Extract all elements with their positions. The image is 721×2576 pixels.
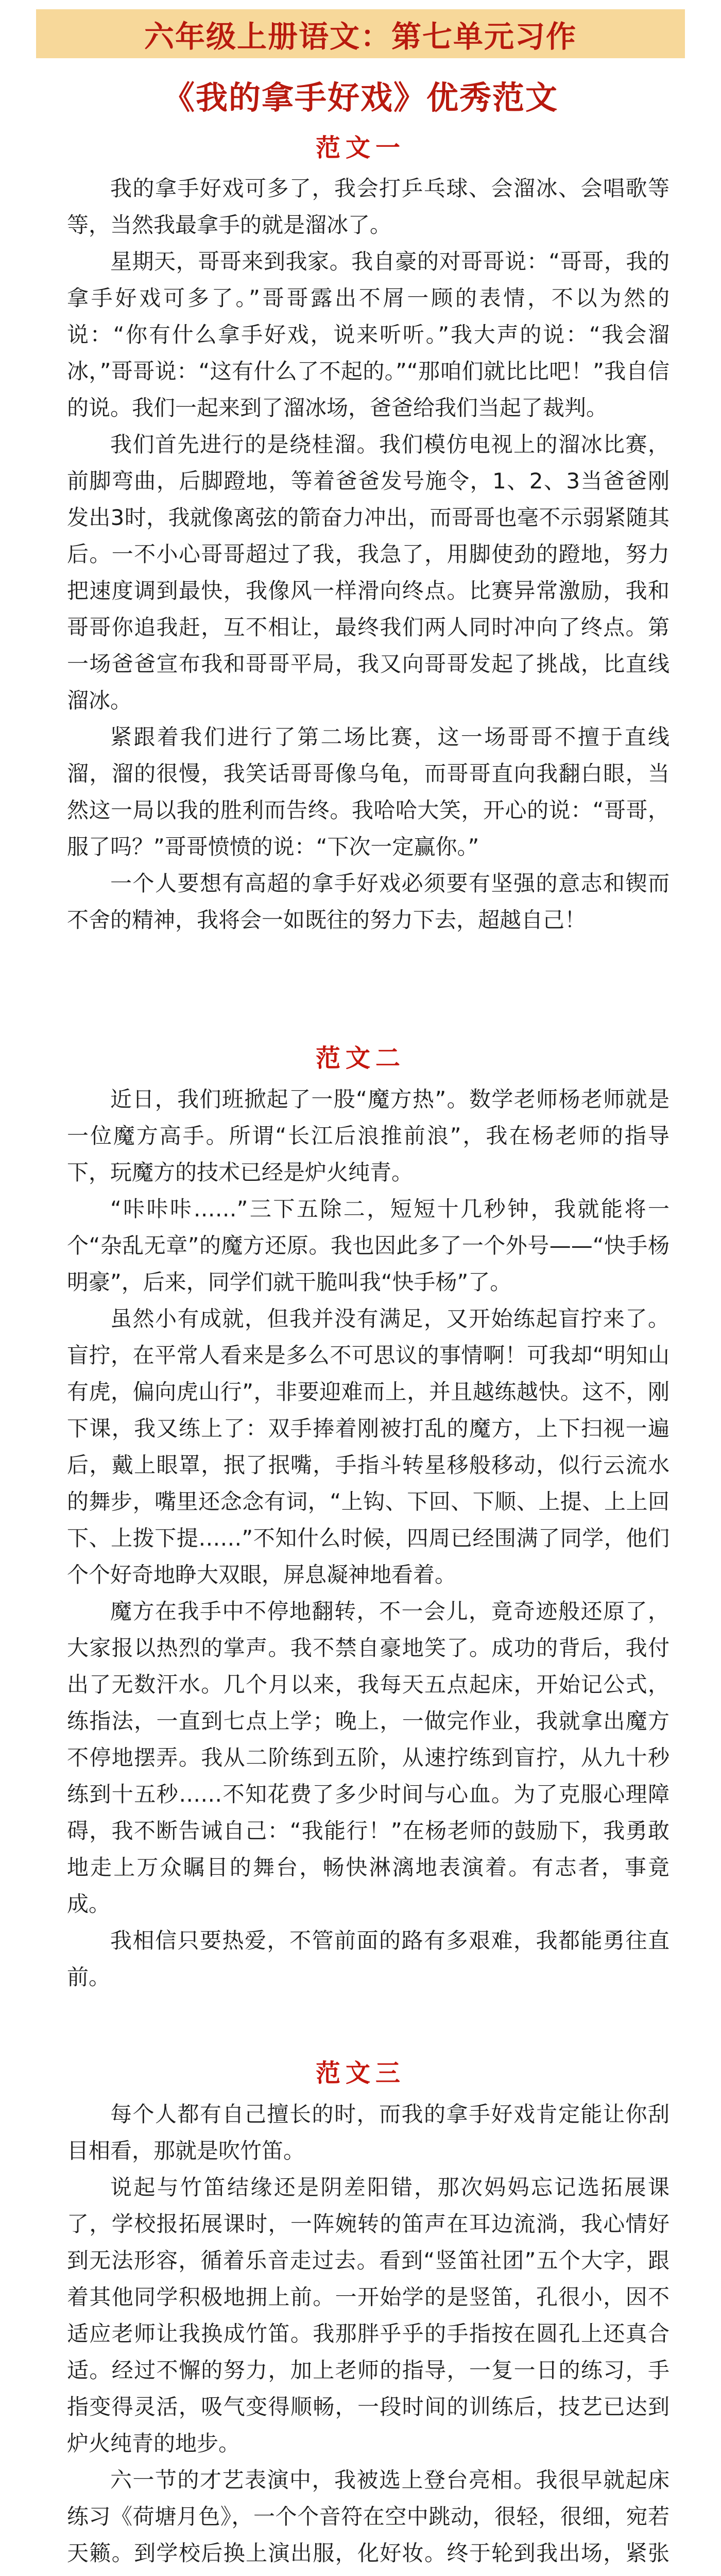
- essay-2-paragraph-5: 我相信只要热爱，不管前面的路有多艰难，我都能勇往直前。: [67, 1928, 670, 1990]
- article-subtitle: 《我的拿手好戏》优秀范文: [162, 79, 558, 116]
- essay-1-heading: 范文一: [315, 133, 405, 162]
- essay-1-paragraph-1: 我的拿手好戏可多了，我会打乒乓球、会溜冰、会唱歌等等，当然我最拿手的就是溜冰了。: [67, 176, 670, 238]
- essay-1: [67, 170, 670, 938]
- essay-2: [67, 1081, 670, 1995]
- title-banner: [36, 9, 685, 58]
- banner-title: 六年级上册语文：第七单元习作: [144, 19, 577, 54]
- essay-2-heading: 范文二: [315, 1044, 405, 1073]
- essay-2-paragraph-1: 近日，我们班掀起了一股“魔方热”。数学老师杨老师就是一位魔方高手。所谓“长江后浪推前浪”，我在杨老师的指导下，玩魔方的技术已经是炉火纯青。: [67, 1087, 670, 1185]
- essay-2-paragraph-2: “咔咔咔……”三下五除二，短短十几秒钟，我就能将一个“杂乱无章”的魔方还原。我也因此多了一个外号——“快手杨明豪”，后来，同学们就干脆叫我“快手杨”了。: [67, 1196, 670, 1295]
- essay-1-paragraph-5: 一个人要想有高超的拿手好戏必须要有坚强的意志和锲而不舍的精神，我将会一如既往的努力下去，超越自己！: [67, 871, 670, 933]
- essay-3-paragraph-2: 说起与竹笛结缘还是阴差阳错，那次妈妈忘记选拓展课了，学校报拓展课时，一阵婉转的笛声在耳边流淌，我心情好到无法形容，循着乐音走过去。看到“竖笛社团”五个大字，跟着其他同学积极地拥上前。一开始学的是竖笛，孔很小，因不适应老师让我换成竹笛。我那胖乎乎的手指按在圆孔上还真合适。经过不懈的努力，加上老师的指导，一复一日的练习，手指变得灵活，吸气变得顺畅，一段时间的训练后，技艺已达到炉火纯青的地步。: [67, 2175, 670, 2456]
- essay-3-paragraph-1: 每个人都有自己擅长的时，而我的拿手好戏肯定能让你刮目相看，那就是吹竹笛。: [67, 2102, 670, 2163]
- essay-3: [67, 2096, 670, 2576]
- essay-3-paragraph-3: 六一节的才艺表演中，我被选上登台亮相。我很早就起床练习《荷塘月色》，一个个音符在空中跳动，很轻，很细，宛若天籁。到学校后换上演出服，化好妆。终于轮到我出场，紧张: [67, 2467, 670, 2566]
- essay-2-paragraph-4: 魔方在我手中不停地翻转，不一会儿，竟奇迹般还原了，大家报以热烈的掌声。我不禁自豪地笑了。成功的背后，我付出了无数汗水。几个月以来，我每天五点起床，开始记公式，练指法，一直到七点上学；晚上，一做完作业，我就拿出魔方不停地摆弄。我从二阶练到五阶，从速拧练到盲拧，从九十秒练到十五秒……不知花费了多少时间与心血。为了克服心理障碍，我不断告诫自己：“我能行！”在杨老师的鼓励下，我勇敢地走上万众瞩目的舞台，畅快淋漓地表演着。有志者，事竟成。: [67, 1599, 670, 1917]
- essay-1-paragraph-2: 星期天，哥哥来到我家。我自豪的对哥哥说：“哥哥，我的拿手好戏可多了。”哥哥露出不屑一顾的表情，不以为然的说：“你有什么拿手好戏，说来听听。”我大声的说：“我会溜冰，”哥哥说：“这有什么了不起的。”“那咱们就比比吧！”我自信的说。我们一起来到了溜冰场，爸爸给我们当起了裁判。: [67, 249, 670, 420]
- essay-1-paragraph-4: 紧跟着我们进行了第二场比赛，这一场哥哥不擅于直线溜，溜的很慢，我笑话哥哥像乌龟，而哥哥直向我翻白眼，当然这一局以我的胜利而告终。我哈哈大笑，开心的说：“哥哥，服了吗？”哥哥愤愤的说：“下次一定赢你。”: [67, 724, 670, 859]
- essay-1-paragraph-3: 我们首先进行的是绕桂溜。我们模仿电视上的溜冰比赛，前脚弯曲，后脚蹬地，等着爸爸发号施令，1、2、3当爸爸刚发出3时，我就像离弦的箭奋力冲出，而哥哥也毫不示弱紧随其后。一不小心哥哥超过了我，我急了，用脚使劲的蹬地，努力把速度调到最快，我像风一样滑向终点。比赛异常激励，我和哥哥你追我赶，互不相让，最终我们两人同时冲向了终点。第一场爸爸宣布我和哥哥平局，我又向哥哥发起了挑战，比直线溜冰。: [67, 432, 670, 713]
- essay-3-heading: 范文三: [315, 2059, 405, 2088]
- essay-2-paragraph-3: 虽然小有成就，但我并没有满足，又开始练起盲拧来了。盲拧，在平常人看来是多么不可思议的事情啊！可我却“明知山有虎，偏向虎山行”，非要迎难而上，并且越练越快。这不，刚下课，我又练上了：双手捧着刚被打乱的魔方，上下扫视一遍后，戴上眼罩，抿了抿嘴，手指斗转星移般移动，似行云流水的舞步，嘴里还念念有词，“上钩、下回、下顺、上提、上上回下、上拨下提……”不知什么时候，四周已经围满了同学，他们个个好奇地睁大双眼，屏息凝神地看着。: [67, 1306, 670, 1587]
